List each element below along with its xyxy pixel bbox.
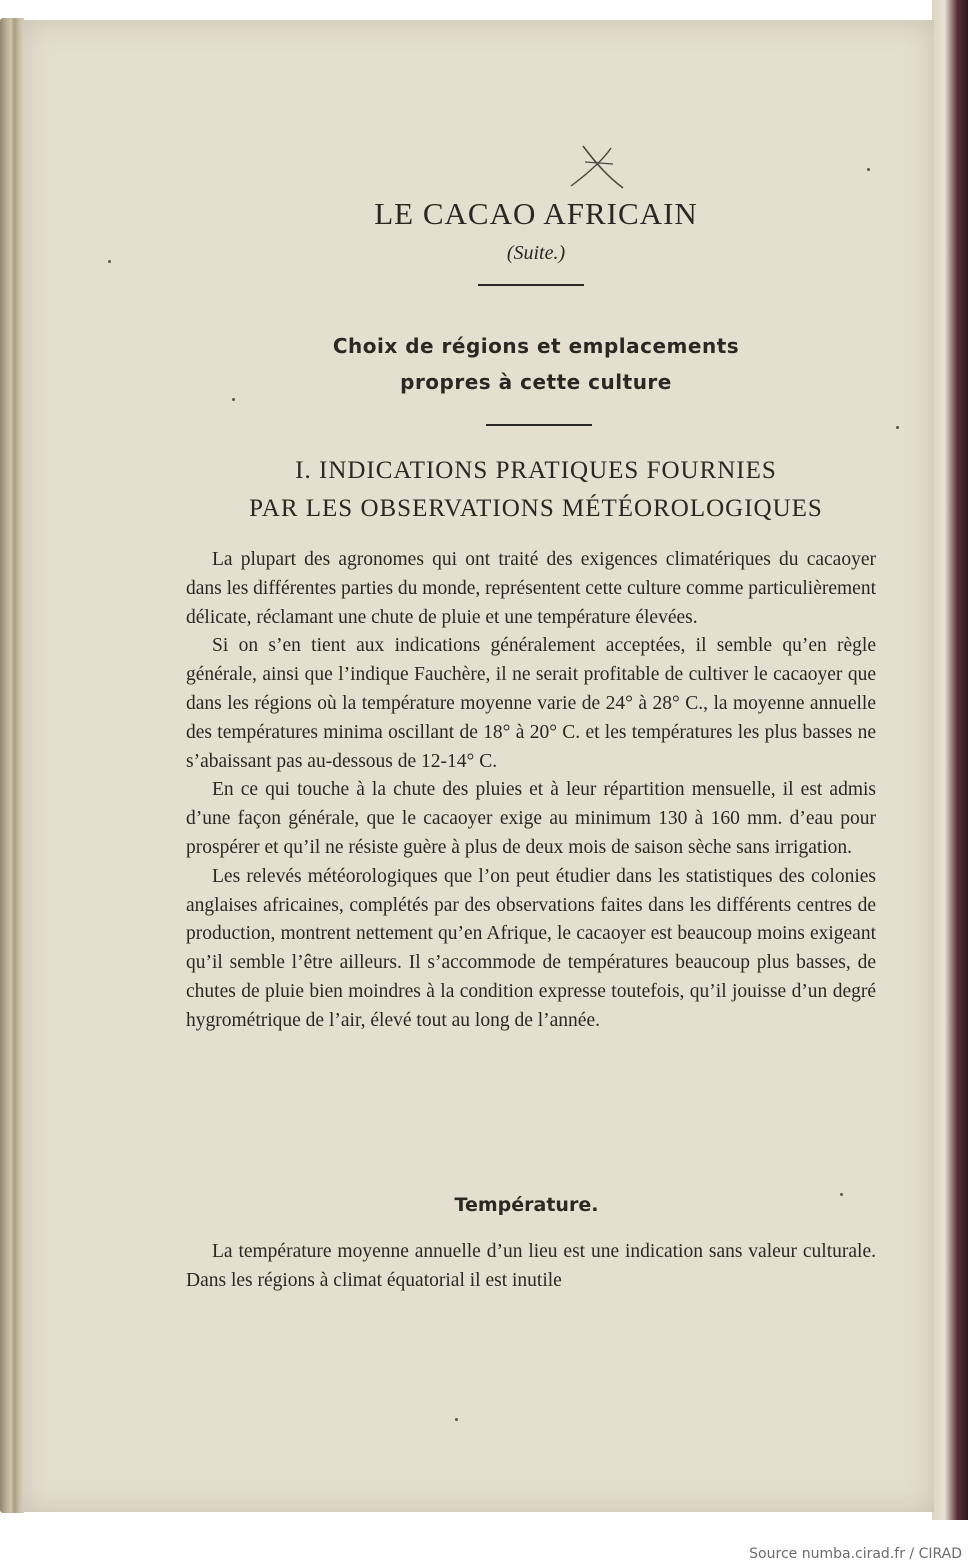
paragraph: La température moyenne annuelle d’un lieu est une indication sans valeur culturale. Dans les régions à climat équatorial il est inutile bbox=[186, 1241, 876, 1291]
article-subtitle: (Suite.) bbox=[506, 242, 566, 264]
paragraph: En ce qui touche à la chute des pluies et à leur répartition mensuelle, il est admis d’une façon générale, que le cacaoyer exige au minimum 130 à 160 mm. d’eau pour prospérer et qu’il ne résiste guère à plus de deux mois de saison sèche sans irrigation. bbox=[186, 779, 876, 858]
paper-speck bbox=[867, 168, 870, 171]
section-heading-line-1: Choix de régions et emplacements bbox=[332, 334, 740, 358]
handwritten-x-mark bbox=[565, 140, 635, 200]
paper-speck bbox=[455, 1418, 458, 1421]
temperature-subheading: Température. bbox=[454, 1194, 599, 1216]
paragraph: Si on s’en tient aux indications généralement acceptées, il semble qu’en règle générale, ainsi que l’indique Fauchère, il ne serait profitable de cultiver le cacaoyer que dans les régions où la température moyenne varie de 24° à 28° C., la moyenne annuelle des températures minima oscillant de 18° à 20° C. et les températures les plus basses ne s’abaissant pas au-dessous de 12-14° C. bbox=[186, 635, 876, 772]
section-heading-line-2: propres à cette culture bbox=[400, 370, 672, 394]
paper-speck bbox=[232, 398, 235, 401]
part-heading bbox=[0, 452, 968, 528]
paper-speck bbox=[896, 426, 899, 429]
paragraph: Les relevés météorologiques que l’on peut étudier dans les statistiques des colonies anglaises africaines, complétés par des observations faites dans les différents centres de production, montrent nettement qu’en Afrique, le cacaoyer est beaucoup moins exigeant qu’il semble l’être ailleurs. Il s’accommode de températures beaucoup plus basses, de chutes de pluie bien moindres à la condition expresse toutefois, qu’il jouisse d’un degré hygrométrique de l’air, élevé tout au long de l’année. bbox=[186, 865, 876, 1031]
section-divider bbox=[486, 424, 592, 426]
body-text-continued bbox=[186, 1238, 876, 1296]
section-heading bbox=[0, 328, 968, 400]
part-heading-line-1: I. INDICATIONS PRATIQUES FOURNIES bbox=[295, 457, 777, 484]
paper-speck bbox=[108, 260, 111, 263]
article-title: LE CACAO AFRICAIN bbox=[374, 196, 698, 231]
source-credit: Source numba.cirad.fr / CIRAD bbox=[749, 1546, 962, 1562]
paper-speck bbox=[840, 1193, 843, 1196]
paragraph: La plupart des agronomes qui ont traité des exigences climatériques du cacaoyer dans les différentes parties du monde, représentent cette culture comme particulièrement délicate, réclamant une chute de pluie et une température élevées. bbox=[186, 549, 876, 628]
part-heading-line-2: PAR LES OBSERVATIONS MÉTÉOROLOGIQUES bbox=[249, 495, 823, 522]
title-divider bbox=[478, 284, 584, 286]
body-text bbox=[186, 546, 876, 1036]
